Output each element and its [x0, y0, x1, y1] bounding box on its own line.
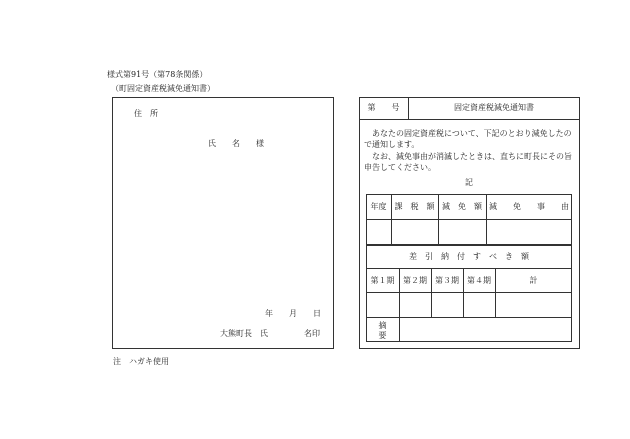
- header-exemption-reason: 減 免 事 由: [489, 202, 569, 211]
- remarks-label-bottom: 要: [378, 331, 387, 340]
- remarks-label-top: 摘: [378, 321, 387, 330]
- header-total: 計: [529, 276, 538, 285]
- notice-body-line-1: あなたの固定資産税について、下記のとおり減免したの: [372, 129, 572, 138]
- footnote: 注 ハガキ使用: [113, 357, 169, 366]
- notice-title: 固定資産税減免通知書: [454, 103, 534, 112]
- header-fiscal-year: 年度: [370, 202, 387, 211]
- header-period-3: 第３期: [435, 276, 459, 285]
- table1-row-divider: [366, 219, 572, 220]
- header-period-1: 第１期: [370, 276, 395, 285]
- header-taxable-amount: 課 税 額: [394, 202, 435, 211]
- date-label: 年 月 日: [265, 309, 321, 318]
- recipient-name-label: 氏 名 様: [208, 139, 264, 148]
- table2-row-divider-3: [366, 317, 572, 318]
- form-subtitle: （町固定資産税減免通知書）: [111, 84, 215, 93]
- title-row-divider: [359, 119, 580, 120]
- address-label: 住 所: [134, 109, 158, 118]
- notice-body-line-3: なお、減免事由が消滅したときは、直ちに町長にその旨: [372, 152, 572, 161]
- table2-row-divider-1: [366, 268, 572, 269]
- seal-label: 名印: [304, 329, 320, 338]
- header-period-2: 第２期: [403, 276, 427, 285]
- table2-row-divider-2: [366, 292, 572, 293]
- header-exemption-amount: 減 免 額: [442, 202, 482, 211]
- notice-body-line-2: で通知します。: [364, 140, 420, 149]
- ki-label: 記: [465, 178, 473, 187]
- issuer-label: 大熊町長 氏: [220, 329, 268, 338]
- notice-body-line-4: 申告してください。: [364, 163, 436, 172]
- deduction-header: 差 引 納 付 す べ き 額: [409, 252, 529, 261]
- header-period-4: 第４期: [467, 276, 491, 285]
- form-number: 様式第91号（第78条関係）: [107, 70, 208, 79]
- number-label: 第 号: [367, 103, 400, 112]
